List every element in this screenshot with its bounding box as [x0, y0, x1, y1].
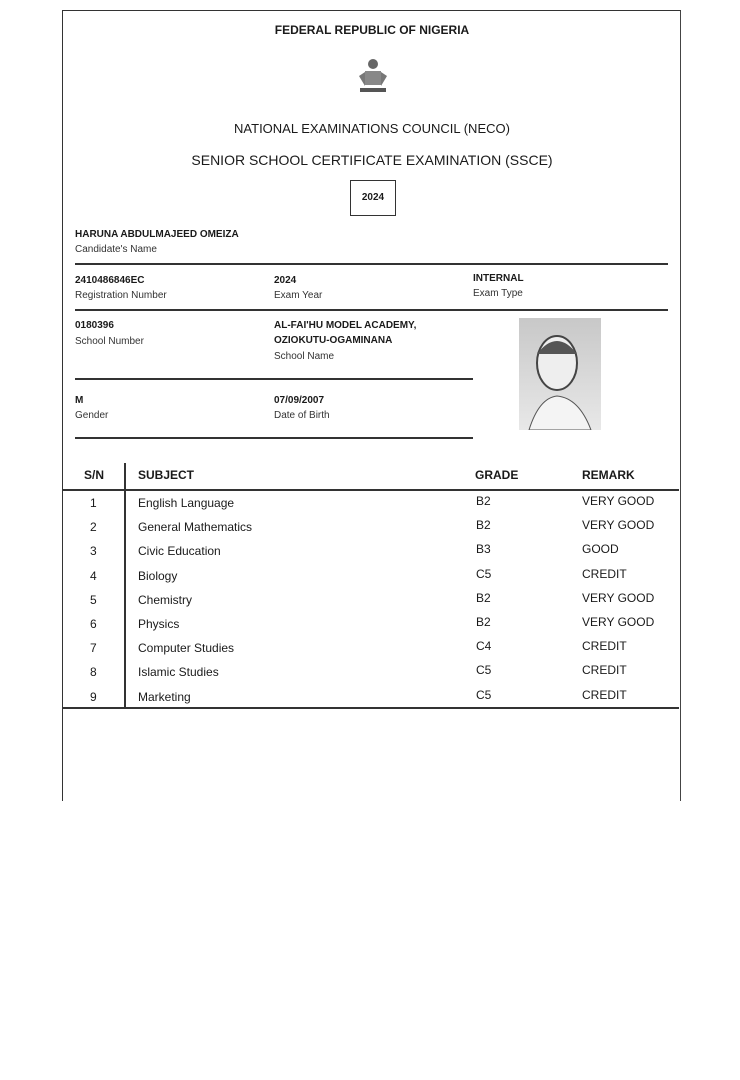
table-row	[0, 496, 740, 520]
school-name-line2: OZIOKUTU-OGAMINANA	[274, 335, 393, 346]
table-row	[0, 590, 740, 617]
remark-cell: VERY GOOD	[582, 494, 655, 508]
sn-cell: 2	[90, 520, 97, 535]
grade-cell: B2	[476, 590, 491, 605]
subject-cell: Biology	[138, 568, 178, 583]
council-title: NATIONAL EXAMINATIONS COUNCIL (NECO)	[234, 121, 510, 136]
table-header-rule	[62, 489, 679, 491]
registration-number-label: Registration Number	[75, 290, 167, 301]
exam-year-label: Exam Year	[274, 290, 323, 301]
date-of-birth-label: Date of Birth	[274, 410, 330, 421]
remark-cell: CREDIT	[582, 639, 627, 654]
country-title: FEDERAL REPUBLIC OF NIGERIA	[274, 23, 470, 37]
grade-cell: C4	[476, 639, 492, 654]
remark-cell: CREDIT	[582, 566, 627, 581]
header-subject: SUBJECT	[138, 468, 195, 482]
table-row	[0, 665, 740, 689]
grade-cell: C5	[476, 566, 492, 581]
table-row	[0, 641, 740, 665]
subject-cell: Marketing	[138, 689, 191, 704]
candidate-name-label: Candidate's Name	[75, 244, 157, 255]
divider	[75, 263, 668, 265]
grade-cell: B2	[476, 494, 491, 508]
subject-cell: Chemistry	[138, 592, 193, 607]
divider	[75, 309, 668, 311]
sn-cell: 7	[90, 641, 97, 656]
sn-cell: 6	[90, 617, 97, 631]
candidate-name: HARUNA ABDULMAJEED OMEIZA	[75, 229, 239, 240]
exam-year: 2024	[274, 275, 297, 286]
header-remark: REMARK	[582, 468, 635, 482]
coat-of-arms-icon	[356, 56, 390, 96]
subject-cell: Computer Studies	[138, 641, 235, 656]
remark-cell: VERY GOOD	[582, 590, 655, 605]
header-grade: GRADE	[475, 468, 519, 482]
grade-cell: C5	[476, 687, 492, 702]
sn-cell: 8	[90, 665, 97, 680]
sn-cell: 3	[90, 544, 97, 559]
school-number: 0180396	[75, 320, 114, 331]
sn-cell: 5	[90, 592, 97, 607]
school-number-label: School Number	[75, 336, 144, 347]
remark-cell: GOOD	[582, 542, 619, 557]
grade-cell: C5	[476, 663, 492, 678]
table-row	[0, 617, 740, 641]
remark-cell: CREDIT	[582, 663, 627, 678]
subject-cell: Islamic Studies	[138, 665, 219, 680]
divider	[75, 437, 473, 439]
header-sn: S/N	[84, 468, 105, 482]
table-row	[0, 687, 740, 714]
remark-cell: VERY GOOD	[582, 615, 655, 629]
subject-cell: General Mathematics	[138, 520, 253, 535]
divider	[75, 378, 473, 380]
date-of-birth: 07/09/2007	[274, 395, 325, 406]
remark-cell: CREDIT	[582, 687, 627, 702]
grade-cell: B3	[476, 542, 491, 557]
registration-number: 2410486846EC	[75, 275, 145, 286]
subject-cell: Civic Education	[138, 544, 221, 559]
subject-cell: Physics	[138, 617, 180, 631]
school-name-label: School Name	[274, 351, 335, 362]
year-box: 2024	[350, 180, 396, 216]
sn-cell: 4	[90, 568, 97, 583]
exam-title: SENIOR SCHOOL CERTIFICATE EXAMINATION (SSCE)	[191, 152, 553, 168]
table-row	[0, 566, 740, 593]
school-name-line1: AL-FAI'HU MODEL ACADEMY,	[274, 320, 417, 331]
remark-cell: VERY GOOD	[582, 518, 655, 533]
gender-label: Gender	[75, 410, 109, 421]
sn-cell: 9	[90, 689, 97, 704]
subject-cell: English Language	[138, 496, 235, 510]
gender: M	[75, 395, 84, 406]
table-row	[0, 520, 740, 544]
grade-cell: B2	[476, 518, 491, 533]
table-row	[0, 544, 740, 568]
sn-cell: 1	[90, 496, 97, 510]
candidate-photo	[519, 318, 601, 430]
exam-type-label: Exam Type	[473, 288, 523, 299]
grade-cell: B2	[476, 615, 491, 629]
exam-type: INTERNAL	[473, 273, 524, 284]
